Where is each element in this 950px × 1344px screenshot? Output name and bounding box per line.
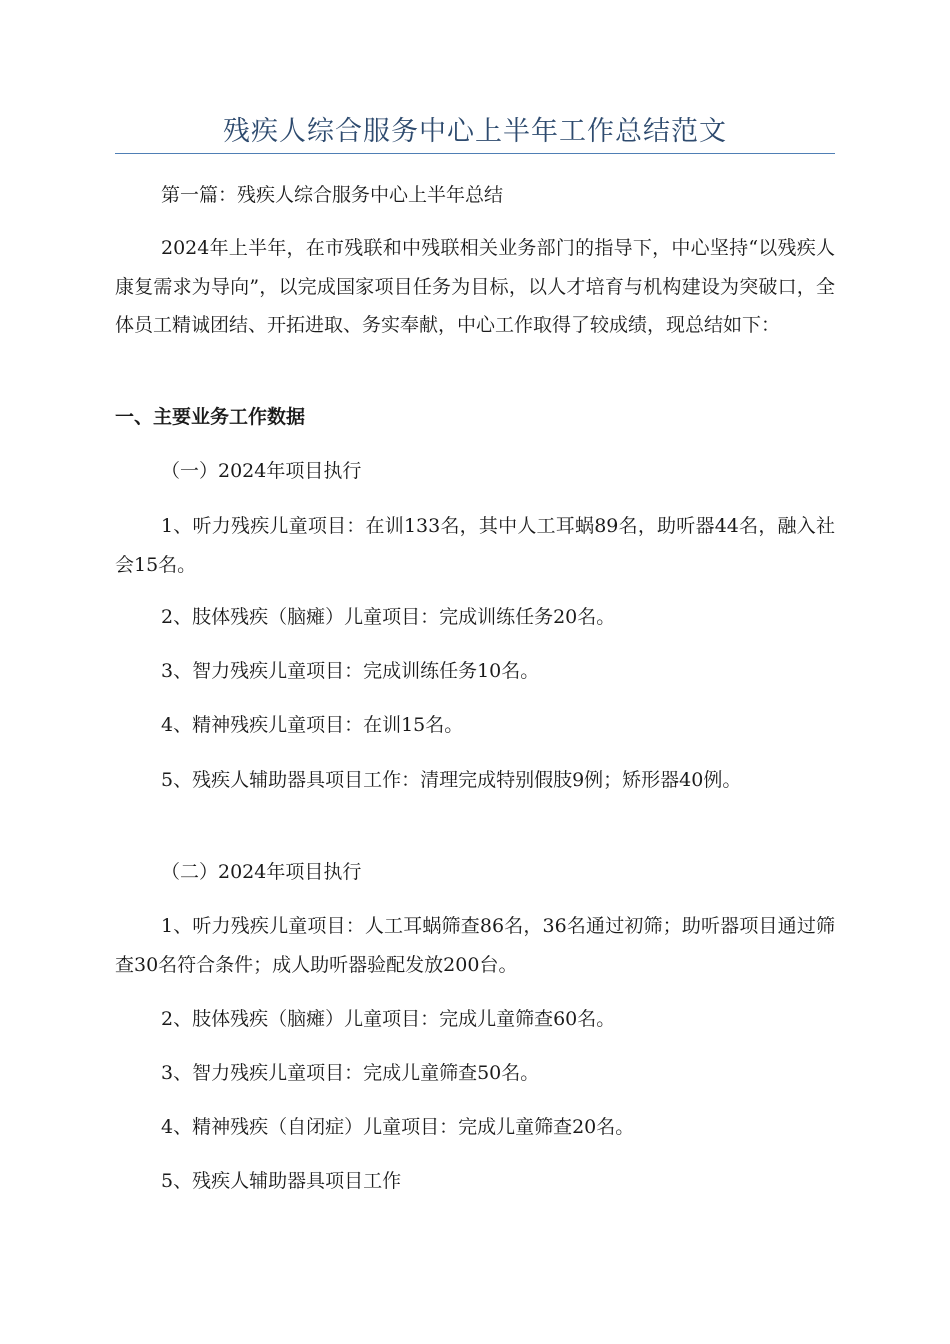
list-item: 4、精神残疾儿童项目：在训15名。 <box>161 714 464 736</box>
intro-paragraph: 2024年上半年，在市残联和中残联相关业务部门的指导下，中心坚持“以残疾人康复需求为导向”，以完成国家项目任务为目标，以人才培育与机构建设为突破口，全体员工精诚团结、开拓进取、务实奉献，中心工作取得了较成绩，现总结如下： <box>115 237 835 336</box>
list-item: 2、肢体残疾（脑瘫）儿童项目：完成儿童筛查60名。 <box>161 1008 616 1030</box>
section-heading: 一、主要业务工作数据 <box>115 406 306 428</box>
document-title: 残疾人综合服务中心上半年工作总结范文 <box>223 116 727 147</box>
subsection-heading-2: （二）2024年项目执行 <box>161 861 362 883</box>
list-item: 1、听力残疾儿童项目：在训133名，其中人工耳蜗89名，助听器44名，融入社会15名。 <box>115 515 835 576</box>
list-item: 2、肢体残疾（脑瘫）儿童项目：完成训练任务20名。 <box>161 606 616 628</box>
list-item: 3、智力残疾儿童项目：完成训练任务10名。 <box>161 660 540 682</box>
title-underline <box>115 153 835 154</box>
list-item: 4、精神残疾（自闭症）儿童项目：完成儿童筛查20名。 <box>161 1116 635 1138</box>
list-item: 5、残疾人辅助器具项目工作 <box>161 1170 402 1192</box>
list-item: 1、听力残疾儿童项目：人工耳蜗筛查86名，36名通过初筛；助听器项目通过筛查30名符合条件；成人助听器验配发放200台。 <box>115 915 835 976</box>
chapter-heading: 第一篇：残疾人综合服务中心上半年总结 <box>161 184 504 206</box>
list-item: 5、残疾人辅助器具项目工作：清理完成特别假肢9例；矫形器40例。 <box>161 769 742 791</box>
subsection-heading-1: （一）2024年项目执行 <box>161 460 362 482</box>
list-item: 3、智力残疾儿童项目：完成儿童筛查50名。 <box>161 1062 540 1084</box>
